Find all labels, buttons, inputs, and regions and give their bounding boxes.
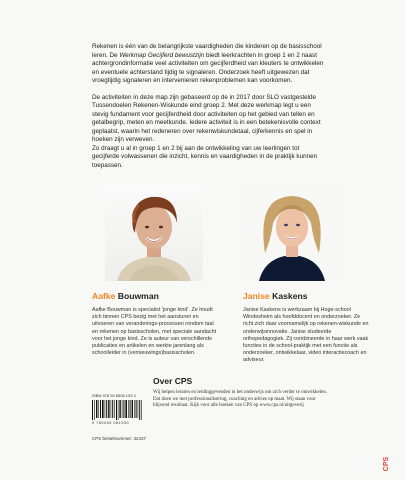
author-name-kaskens [243,291,308,301]
about-cps-text: Wij helpen leraren en leidinggevenden in het onderwijs om zich verder te ontwikkelen. Dat doen we met professionalisering, coaching en advies op maat. Wij staan voor blijvend resultaat. Kijk voor alle boeken van CPS op www.cps.nl/uitgeverij [153,390,328,409]
intro-paragraph-2: De activiteiten in deze map zijn gebaseerd op de in 2017 door SLO vastgestelde Tussendoelen Rekenen-Wiskunde eind groep 2. Met deze werkmap legt u een stevig fundament voor gecijferdheid door activiteiten op het gebied van tellen en getalbegrip, meten en meetkunde. Iedere activiteit is in een betekenisvolle context geplaatst, waarin het redeneren over rekenwiskundetaal, cijferkennis en spel in hoeken zijn verweven. [92,93,321,143]
svg-text:CPS: CPS [382,456,390,472]
book-title: Werkmap Gecijferd bewustzijn [119,51,205,59]
author-photo-kaskens [243,183,341,281]
barcode-digits: 9 789065 081930 [92,421,130,425]
intro-paragraph-3: Zo draagt u al in groep 1 en 2 bij aan de ontwikkeling van uw leerlingen tot gecijferde volwassenen die inzicht, kennis en vaardigheden in de praktijk kunnen toepassen. [92,144,318,169]
author-first-name: Aafke [92,291,116,301]
isbn: ISBN 978 90 6508 193 0 [92,393,136,398]
about-cps-title: Over CPS [153,376,193,386]
author-first-name: Janise [243,291,270,301]
barcode [92,400,142,420]
intro-p1-start: Rekenen is één van de belangrijkste vaardigheden die kinderen op de basisschool leren. De [92,43,322,59]
author-photo-bouwman [105,183,203,281]
author-last-name: Bouwman [115,291,159,301]
author-name-bouwman [92,291,159,301]
author-last-name: Kaskens [269,291,308,301]
intro-text [92,43,328,178]
cps-logo [380,455,392,473]
author-bio-bouwman: Aafke Bouwman is specialist 'jonge kind'. Ze houdt zich binnen CPS bezig met het aansturen en uitvoeren van veranderings-processen rondom taal en rekenen op basisscholen, met speciale aandacht voor het jonge kind. Ze is auteur van verschillende publicaties en artikelen en werkte jarenlang als schoolleider in (vernieuwings)basisscholen. [92,307,217,357]
author-bio-kaskens: Janise Kaskens is werkzaam bij Hoge-school Windesheim als hoofddocent en onderzoeker. Ze richt zich daar voornamelijk op rekenen-wiskunde en onderwijsinnovatie. Janise studeerde orthopedagogiek. Zij combineerde in haar werk vaak functies in de school-praktijk met een functie als onderzoeker, ontwikkelaar, video interactiecoach en adviseur. [243,307,369,364]
intro-paragraph-1 [92,43,328,86]
intro-p1-end: biedt leerkrachten in groep 1 en 2 naast achtergrondinformatie veel activiteiten om gecijferdheid van kleuters te ontwikkelen en eventuele achterstand tijdig te signaleren. Onderzoek heeft uitgewezen dat vroegtijdig signaleren en intervenieren rekenproblemen kan voorkomen. [92,51,324,84]
order-number: CPS bestelnummer: 32437 [92,436,147,441]
